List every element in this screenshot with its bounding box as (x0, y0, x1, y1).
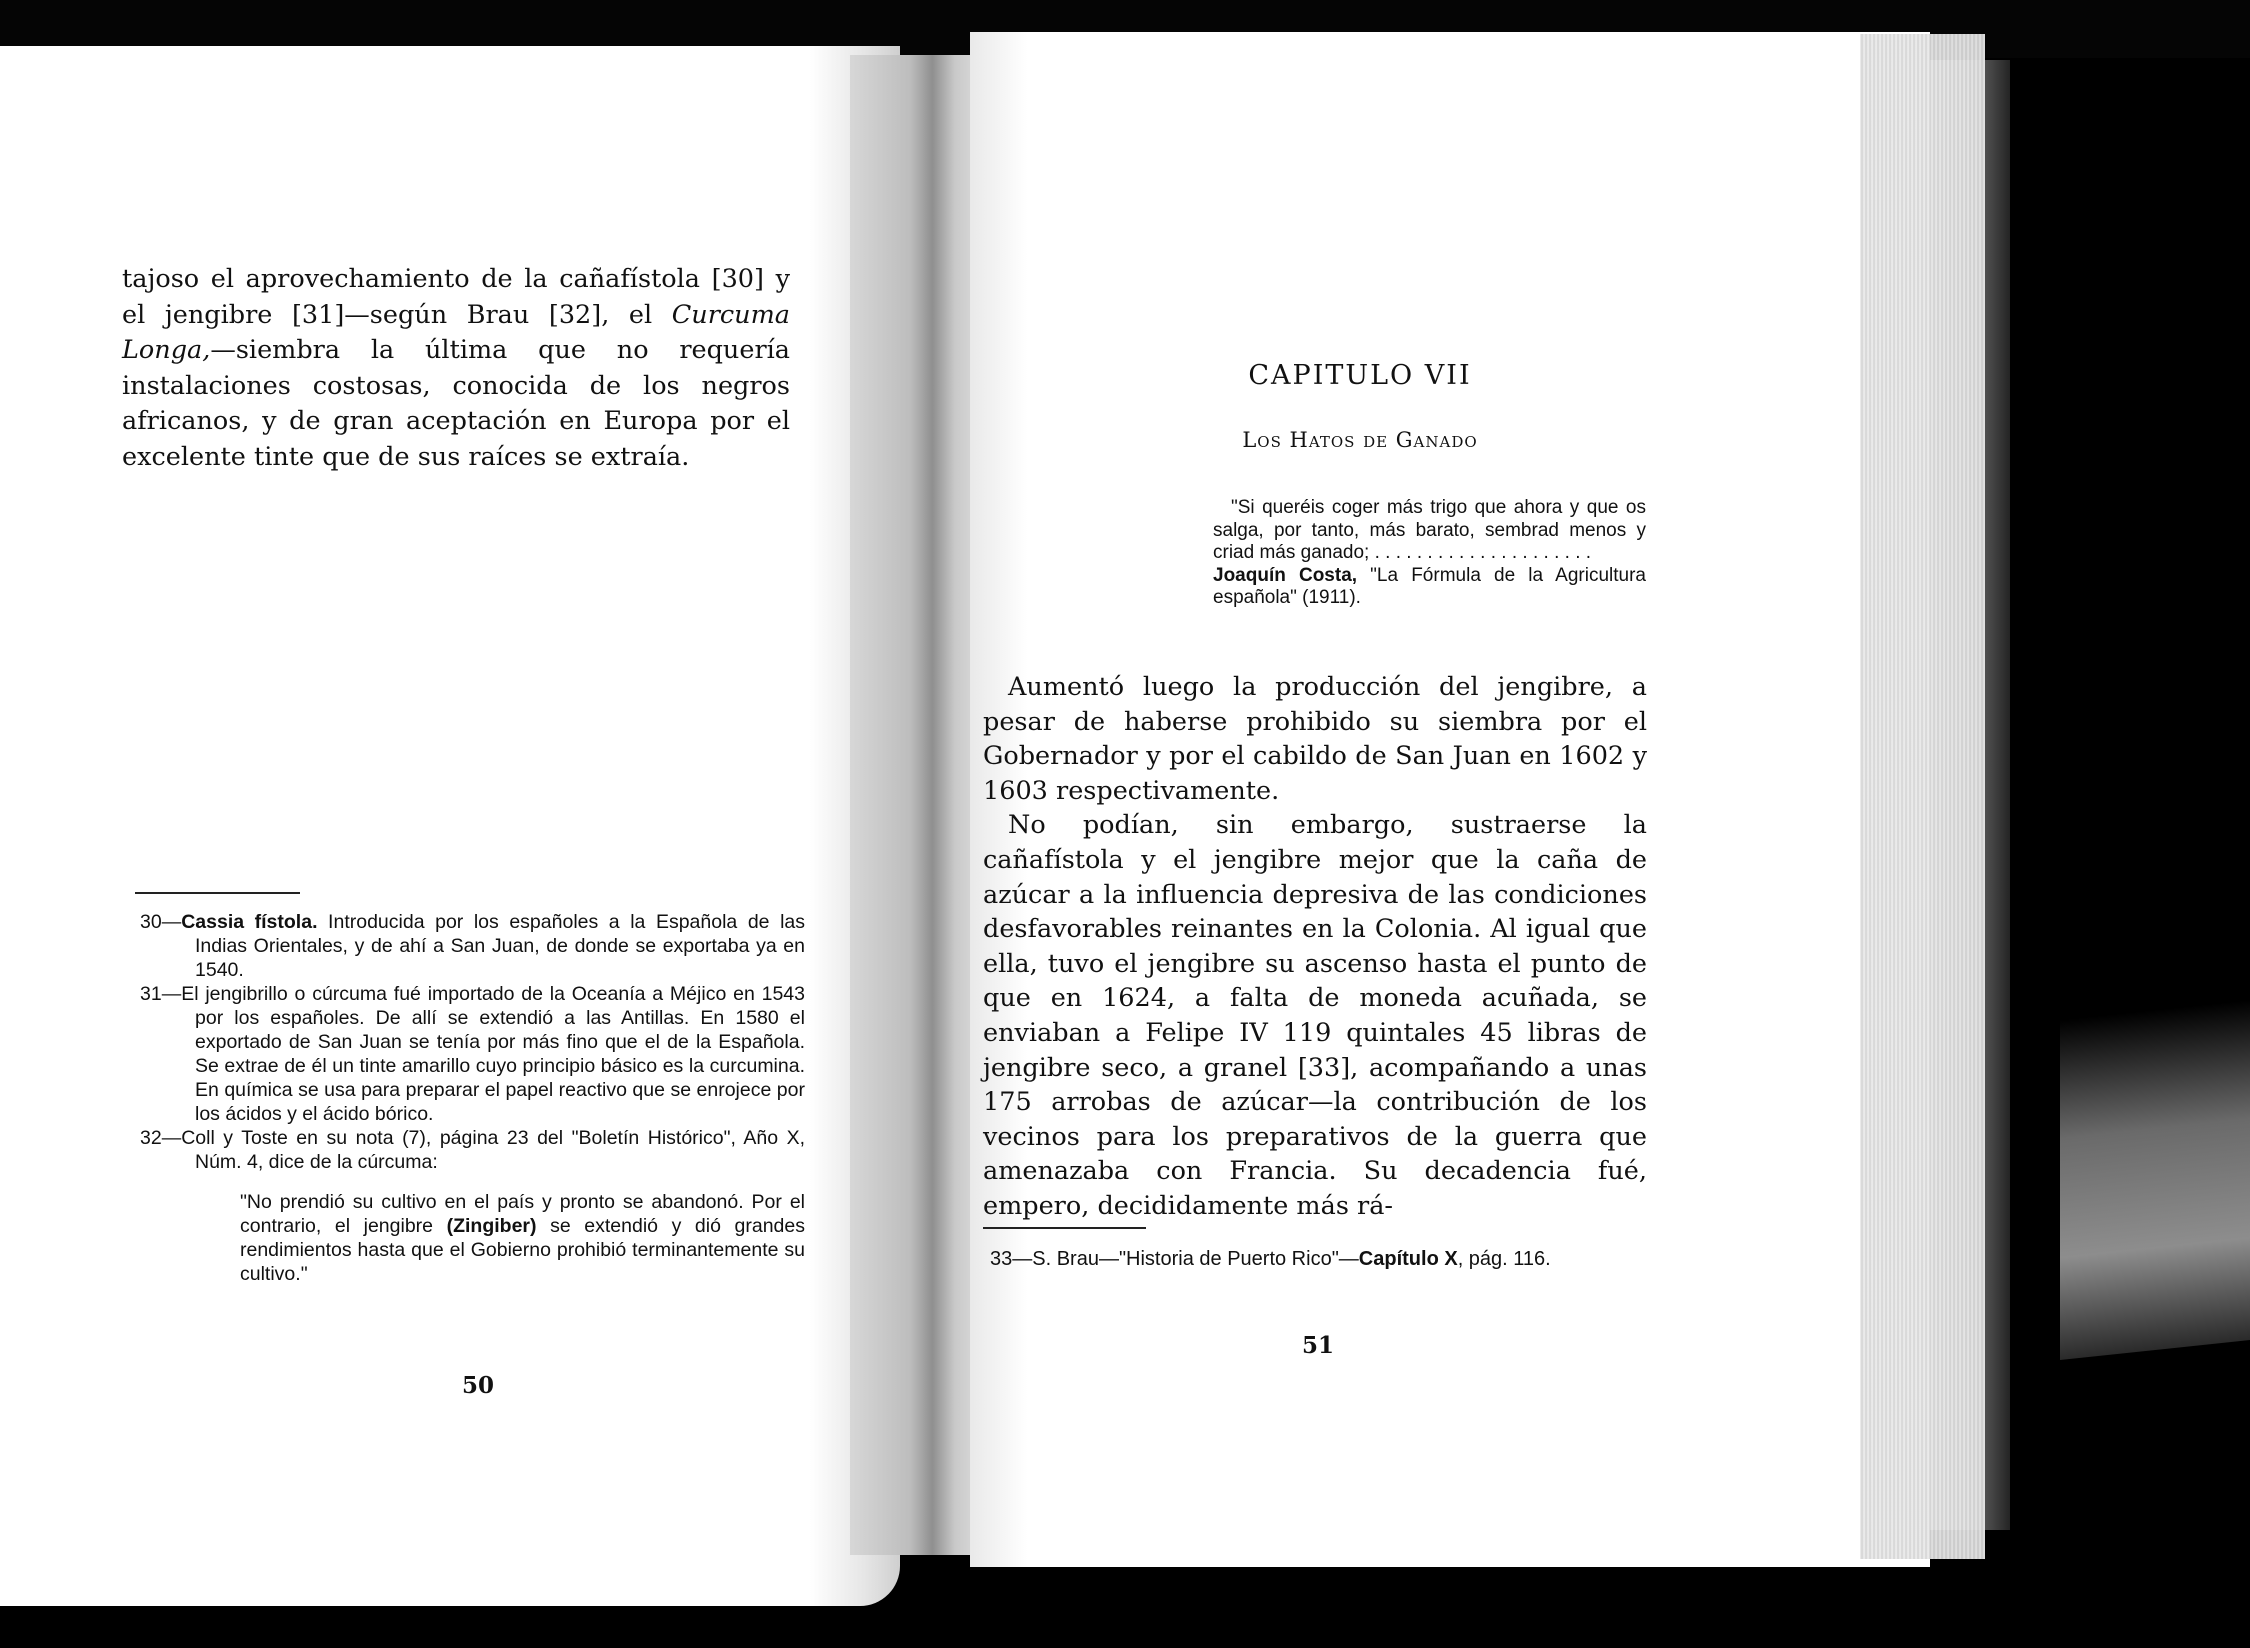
chapter-subtitle: Los Hatos de Ganado (1242, 428, 1478, 452)
text-run: 31—El jengibrillo o cúrcuma fué importado de la Oceanía a Méjico en 1543 por los españoles. De allí se extendió a las Antillas. En 1580 el exportado de San Juan se tenía por más fino que el de la Española. Se extrae de él un tinte amarillo cuyo principio básico es la curcumina. En química se usa para preparar el papel reactivo que se enrojece por los ácidos y el ácido bórico. (140, 983, 805, 1125)
left-body-paragraph (122, 262, 790, 475)
footnote-rule-left (135, 892, 300, 894)
text-run: (Zingiber) (446, 1215, 537, 1237)
epigraph-text: "Si queréis coger más trigo que ahora y que os salga, por tanto, más barato, sembrad menos y criad más ganado; . . . . . . . . . . . . . . . . . . . . . (1213, 497, 1646, 563)
footnote-33 (990, 1247, 1701, 1271)
text-run: 33—S. Brau—"Historia de Puerto Rico"— (990, 1248, 1359, 1270)
epigraph-work: "La Fórmula de la Agricultura española" (1911). (1213, 564, 1646, 608)
footnote-32-quote (240, 1190, 805, 1286)
book-page-edges (1860, 34, 1985, 1559)
footnote-rule-right (983, 1227, 1146, 1229)
epigraph-author: Joaquín Costa, (1213, 564, 1358, 586)
text-run: 30— (140, 911, 182, 933)
right-body-text (983, 670, 1647, 1224)
text-run: 32—Coll y Toste en su nota (7), página 23 del "Boletín Histórico", Año X, Núm. 4, dice de la cúrcuma: (140, 1127, 805, 1173)
scanner-shadow (2060, 1000, 2250, 1360)
text-run: —siembra la última que no requería instalaciones costosas, conocida de los negros africanos, y de gran aceptación en Europa por el excelente tinte que de sus raíces se extraía. (122, 335, 790, 472)
epigraph (1213, 497, 1646, 610)
text-run: Capítulo X (1358, 1248, 1458, 1270)
text-run: Cassia fístola. (181, 911, 318, 933)
epigraph-source (1213, 565, 1646, 610)
text-run: Curcuma Longa, (122, 299, 790, 365)
left-footnotes (140, 910, 805, 1286)
footnote-31 (140, 982, 805, 1126)
text-run: "No prendió su cultivo en el país y pronto se abandonó. Por el contrario, el jengibre (240, 1191, 805, 1237)
text-run: Introducida por los españoles a la Española de las Indias Orientales, y de ahí a San Juan, de donde se exportaba ya en 1540. (195, 911, 806, 981)
right-paragraph-2: No podían, sin embargo, sustraerse la cañafístola y el jengibre mejor que la caña de azúcar a la influencia depresiva de las condiciones desfavorables reinantes en la Colonia. Al igual que ella, tuvo el jengibre su ascenso hasta el punto de que en 1624, a falta de moneda acuñada, se enviaban a Felipe IV 119 quintales 45 libras de jengibre seco, a granel [33], acompañando a unas 175 arrobas de azúcar—la contribución de los vecinos para los preparativos de la guerra que amenazaba con Francia. Su decadencia fué, empero, decididamente más rá- (983, 810, 1647, 1221)
footnote-32 (140, 1126, 805, 1174)
footnote-30 (140, 910, 805, 982)
page-number-left: 50 (461, 1372, 494, 1399)
text-run: , pág. 116. (1457, 1248, 1551, 1270)
page-number-right: 51 (1301, 1332, 1334, 1359)
chapter-title: CAPITULO VII (1248, 360, 1472, 391)
right-paragraph-1: Aumentó luego la producción del jengibre, a pesar de haberse prohibido su siembra por el Gobernador y por el cabildo de San Juan en 1602 y 1603 respectivamente. (983, 672, 1647, 806)
text-run: se extendió y dió grandes rendimientos hasta que el Gobierno prohibió terminantemente su cultivo." (240, 1215, 805, 1285)
text-run: tajoso el aprovechamiento de la cañafístola [30] y el jengibre [31]—según Brau [32], el (122, 264, 790, 330)
